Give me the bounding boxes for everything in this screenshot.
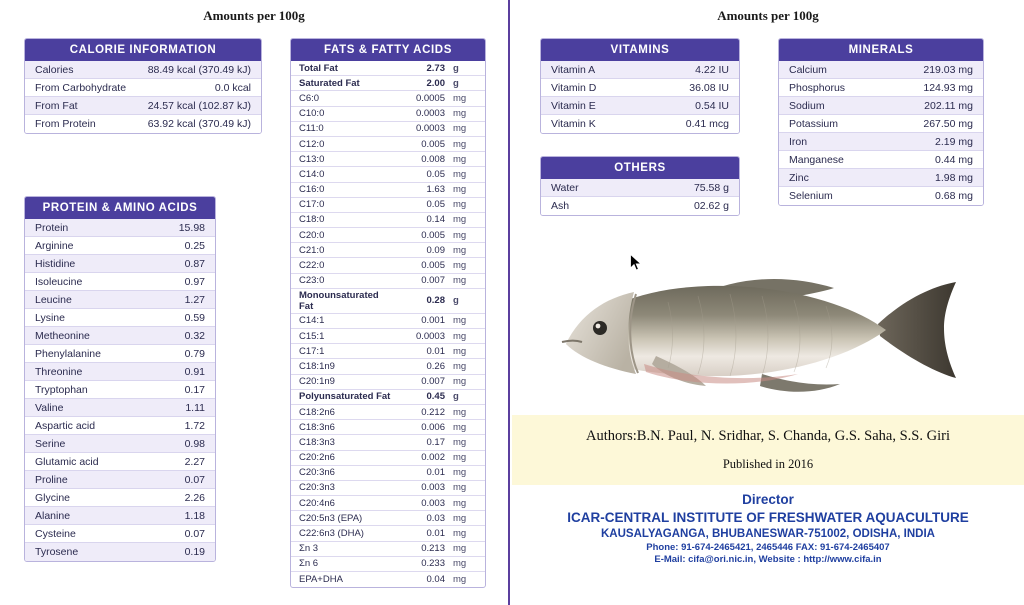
table-row bbox=[25, 97, 261, 115]
footer-phone: Phone: 91-674-2465421, 2465446 FAX: 91-674-2465407 bbox=[646, 542, 890, 553]
row-unit: mg bbox=[453, 543, 467, 555]
table-row bbox=[291, 228, 485, 243]
row-value: 2.26 bbox=[184, 491, 205, 504]
table-row bbox=[291, 405, 485, 420]
footer-email[interactable]: E-Mail: cifa@ori.nic.in, Website : http://www.cifa.in bbox=[654, 554, 882, 565]
vertical-divider bbox=[508, 0, 510, 605]
row-label: Isoleucine bbox=[35, 275, 83, 288]
row-value: 1.18 bbox=[184, 509, 205, 522]
table-row bbox=[291, 375, 485, 390]
row-label: C18:2n6 bbox=[299, 406, 335, 418]
table-row bbox=[541, 115, 739, 133]
row-value: 0.17 bbox=[184, 383, 205, 396]
row-label: Threonine bbox=[35, 365, 83, 378]
row-value: 1.27 bbox=[184, 293, 205, 306]
row-label: C10:0 bbox=[299, 108, 325, 120]
row-unit: mg bbox=[453, 123, 467, 135]
row-value: 1.63 bbox=[426, 184, 445, 196]
authors-band bbox=[512, 415, 1024, 485]
table-row bbox=[541, 61, 739, 79]
table-row bbox=[291, 359, 485, 374]
table-row bbox=[291, 451, 485, 466]
row-value: 0.05 bbox=[426, 168, 445, 180]
row-value: 2.73 bbox=[426, 62, 445, 74]
row-label: From Fat bbox=[35, 99, 78, 112]
row-value: 02.62 g bbox=[693, 200, 729, 212]
row-label: C20:5n3 (EPA) bbox=[299, 512, 363, 524]
protein-amino-acids-card bbox=[24, 196, 216, 562]
row-label: C20:1n9 bbox=[299, 376, 335, 388]
row-label: Manganese bbox=[789, 153, 844, 166]
row-label: C15:1 bbox=[299, 330, 325, 342]
row-value: 2.00 bbox=[426, 77, 445, 89]
footer-block bbox=[512, 492, 1024, 565]
row-unit: mg bbox=[453, 330, 467, 342]
table-row bbox=[779, 97, 983, 115]
row-label: C18:3n6 bbox=[299, 421, 335, 433]
row-value: 36.08 IU bbox=[689, 81, 729, 94]
row-value: 0.213 bbox=[421, 543, 445, 555]
minerals-title: MINERALS bbox=[779, 39, 983, 61]
row-unit: mg bbox=[453, 168, 467, 180]
row-value: 0.79 bbox=[184, 347, 205, 360]
row-value: 0.0003 bbox=[415, 108, 445, 120]
table-row bbox=[291, 420, 485, 435]
row-value: 0.05 bbox=[426, 199, 445, 211]
table-row bbox=[25, 381, 215, 399]
row-value: 0.26 bbox=[426, 360, 445, 372]
table-row bbox=[291, 76, 485, 91]
row-label: C22:0 bbox=[299, 260, 325, 272]
row-value: 0.91 bbox=[184, 365, 205, 378]
row-label: C14:1 bbox=[299, 315, 325, 327]
table-row bbox=[291, 167, 485, 182]
row-value: 0.0 kcal bbox=[214, 81, 251, 94]
row-label: Selenium bbox=[789, 190, 833, 202]
fats-fatty-acids-rows bbox=[291, 61, 485, 587]
row-label: C17:0 bbox=[299, 199, 325, 211]
table-row bbox=[25, 291, 215, 309]
fish-image-svg bbox=[548, 252, 968, 412]
row-unit: mg bbox=[453, 315, 467, 327]
table-row bbox=[779, 79, 983, 97]
table-row bbox=[541, 97, 739, 115]
row-value: 2.27 bbox=[184, 455, 205, 468]
row-label: C20:4n6 bbox=[299, 497, 335, 509]
table-row bbox=[25, 363, 215, 381]
table-row bbox=[291, 390, 485, 405]
row-unit: mg bbox=[453, 467, 467, 479]
row-value: 0.001 bbox=[421, 315, 445, 327]
row-unit: mg bbox=[453, 574, 467, 586]
row-value: 0.006 bbox=[421, 421, 445, 433]
row-value: 4.22 IU bbox=[695, 63, 729, 76]
calorie-information-title: CALORIE INFORMATION bbox=[25, 39, 261, 61]
row-value: 0.28 bbox=[426, 295, 445, 307]
table-row bbox=[541, 79, 739, 97]
table-row bbox=[291, 152, 485, 167]
table-row bbox=[779, 169, 983, 187]
table-row bbox=[291, 61, 485, 76]
row-label: Phosphorus bbox=[789, 81, 846, 94]
row-value: 0.007 bbox=[421, 376, 445, 388]
table-row bbox=[291, 481, 485, 496]
row-value: 1.72 bbox=[184, 419, 205, 432]
row-value: 0.01 bbox=[426, 345, 445, 357]
row-value: 0.54 IU bbox=[695, 99, 729, 112]
row-unit: mg bbox=[453, 376, 467, 388]
row-value: 0.003 bbox=[421, 482, 445, 494]
mouse-cursor-icon bbox=[630, 254, 642, 272]
row-value: 0.41 mcg bbox=[685, 118, 729, 130]
row-value: 1.98 mg bbox=[935, 171, 973, 184]
row-label: Metheonine bbox=[35, 329, 90, 342]
row-unit: mg bbox=[453, 184, 467, 196]
row-value: 0.98 bbox=[184, 437, 205, 450]
row-label: Leucine bbox=[35, 293, 72, 306]
protein-amino-acids-rows bbox=[25, 219, 215, 561]
row-label: C18:1n9 bbox=[299, 360, 335, 372]
row-unit: mg bbox=[453, 153, 467, 165]
row-label: C17:1 bbox=[299, 345, 325, 357]
row-label: C6:0 bbox=[299, 92, 320, 104]
row-unit: mg bbox=[453, 360, 467, 372]
table-row bbox=[25, 273, 215, 291]
row-unit: mg bbox=[453, 92, 467, 104]
row-value: 0.87 bbox=[184, 257, 205, 270]
row-label: C14:0 bbox=[299, 168, 325, 180]
row-value: 0.09 bbox=[426, 244, 445, 256]
row-label: Saturated Fat bbox=[299, 77, 360, 89]
row-label: Vitamin A bbox=[551, 63, 596, 76]
row-unit: g bbox=[453, 77, 459, 89]
row-label: C22:6n3 (DHA) bbox=[299, 528, 364, 540]
table-row bbox=[779, 115, 983, 133]
row-label: Total Fat bbox=[299, 62, 338, 74]
row-label: C12:0 bbox=[299, 138, 325, 150]
table-row bbox=[25, 309, 215, 327]
row-unit: mg bbox=[453, 244, 467, 256]
row-label: Proline bbox=[35, 473, 68, 486]
row-unit: mg bbox=[453, 452, 467, 464]
table-row bbox=[291, 526, 485, 541]
row-label: Calcium bbox=[789, 63, 827, 76]
row-value: 0.005 bbox=[421, 229, 445, 241]
row-value: 0.59 bbox=[184, 311, 205, 324]
table-row bbox=[25, 237, 215, 255]
vitamins-title: VITAMINS bbox=[541, 39, 739, 61]
row-value: 202.11 mg bbox=[924, 99, 973, 112]
row-label: Glutamic acid bbox=[35, 455, 99, 468]
table-row bbox=[291, 511, 485, 526]
row-unit: mg bbox=[453, 345, 467, 357]
row-label: From Carbohydrate bbox=[35, 81, 127, 94]
row-unit: mg bbox=[453, 558, 467, 570]
row-value: 63.92 kcal (370.49 kJ) bbox=[147, 118, 251, 130]
table-row bbox=[25, 453, 215, 471]
table-row bbox=[25, 435, 215, 453]
row-value: 0.14 bbox=[426, 214, 445, 226]
row-value: 0.97 bbox=[184, 275, 205, 288]
row-value: 0.01 bbox=[426, 467, 445, 479]
row-label: Zinc bbox=[789, 171, 809, 184]
table-row bbox=[25, 489, 215, 507]
table-row bbox=[291, 466, 485, 481]
row-label: Sodium bbox=[789, 99, 825, 112]
row-value: 0.44 mg bbox=[935, 153, 973, 166]
row-unit: mg bbox=[453, 260, 467, 272]
fats-fatty-acids-title: FATS & FATTY ACIDS bbox=[291, 39, 485, 61]
row-label: Vitamin D bbox=[551, 81, 597, 94]
row-unit: mg bbox=[453, 497, 467, 509]
row-value: 267.50 mg bbox=[923, 117, 973, 130]
row-value: 0.17 bbox=[426, 436, 445, 448]
table-row bbox=[25, 525, 215, 543]
row-label: C20:2n6 bbox=[299, 452, 335, 464]
table-row bbox=[779, 151, 983, 169]
table-row bbox=[291, 122, 485, 137]
row-value: 0.25 bbox=[184, 239, 205, 252]
row-value: 0.07 bbox=[184, 527, 205, 540]
table-row bbox=[779, 187, 983, 205]
row-value: 0.005 bbox=[421, 260, 445, 272]
table-row bbox=[25, 79, 261, 97]
others-title: OTHERS bbox=[541, 157, 739, 179]
row-label: C18:0 bbox=[299, 214, 325, 226]
vitamins-card bbox=[540, 38, 740, 134]
row-value: 75.58 g bbox=[693, 181, 729, 194]
row-value: 0.007 bbox=[421, 275, 445, 287]
minerals-rows bbox=[779, 61, 983, 205]
row-value: 0.68 mg bbox=[935, 190, 973, 202]
row-label: Ash bbox=[551, 200, 570, 212]
table-row bbox=[25, 417, 215, 435]
row-label: Σn 6 bbox=[299, 558, 319, 570]
row-unit: mg bbox=[453, 406, 467, 418]
row-value: 15.98 bbox=[178, 221, 205, 234]
table-row bbox=[541, 179, 739, 197]
fish-illustration bbox=[548, 252, 968, 412]
row-value: 0.003 bbox=[421, 497, 445, 509]
row-label: From Protein bbox=[35, 118, 96, 130]
table-row bbox=[779, 133, 983, 151]
others-card bbox=[540, 156, 740, 216]
row-unit: mg bbox=[453, 528, 467, 540]
table-row bbox=[291, 213, 485, 228]
row-value: 0.45 bbox=[426, 391, 445, 403]
row-label: Cysteine bbox=[35, 527, 76, 540]
row-unit: mg bbox=[453, 199, 467, 211]
calorie-information-rows bbox=[25, 61, 261, 133]
row-label: Serine bbox=[35, 437, 66, 450]
row-value: 0.19 bbox=[184, 546, 205, 558]
table-row bbox=[25, 255, 215, 273]
published-line: Published in 2016 bbox=[722, 457, 814, 471]
row-unit: g bbox=[453, 62, 459, 74]
table-row bbox=[291, 289, 485, 314]
row-label: Tryptophan bbox=[35, 383, 88, 396]
row-value: 0.32 bbox=[184, 329, 205, 342]
row-label: Monounsaturated Fat bbox=[299, 289, 379, 312]
authors-line: Authors:B.N. Paul, N. Sridhar, S. Chanda, G.S. Saha, S.S. Giri bbox=[586, 428, 950, 444]
row-label: C16:0 bbox=[299, 184, 325, 196]
row-label: Polyunsaturated Fat bbox=[299, 391, 391, 403]
table-row bbox=[25, 115, 261, 133]
protein-amino-acids-title: PROTEIN & AMINO ACIDS bbox=[25, 197, 215, 219]
row-label: Water bbox=[551, 181, 579, 194]
table-row bbox=[291, 557, 485, 572]
row-value: 0.04 bbox=[426, 574, 445, 586]
row-label: C20:3n6 bbox=[299, 467, 335, 479]
row-unit: mg bbox=[453, 229, 467, 241]
row-label: Glycine bbox=[35, 491, 71, 504]
right-panel-header: Amounts per 100g bbox=[717, 8, 819, 23]
fats-fatty-acids-card bbox=[290, 38, 486, 588]
table-row bbox=[25, 327, 215, 345]
table-row bbox=[291, 542, 485, 557]
row-label: Phenylalanine bbox=[35, 347, 101, 360]
table-row bbox=[25, 507, 215, 525]
row-value: 0.07 bbox=[184, 473, 205, 486]
row-label: Valine bbox=[35, 401, 64, 414]
table-row bbox=[25, 219, 215, 237]
table-row bbox=[291, 496, 485, 511]
minerals-card bbox=[778, 38, 984, 206]
row-unit: mg bbox=[453, 275, 467, 287]
row-value: 0.0005 bbox=[415, 92, 445, 104]
row-value: 0.01 bbox=[426, 528, 445, 540]
calorie-information-card bbox=[24, 38, 262, 134]
row-label: Alanine bbox=[35, 509, 71, 522]
row-label: Aspartic acid bbox=[35, 419, 96, 432]
row-label: C23:0 bbox=[299, 275, 325, 287]
row-label: Histidine bbox=[35, 257, 76, 270]
left-panel-header: Amounts per 100g bbox=[203, 8, 305, 23]
table-row bbox=[291, 314, 485, 329]
table-row bbox=[291, 243, 485, 258]
table-row bbox=[291, 183, 485, 198]
table-row bbox=[291, 91, 485, 106]
row-label: Lysine bbox=[35, 311, 65, 324]
row-unit: mg bbox=[453, 421, 467, 433]
row-label: Calories bbox=[35, 63, 74, 76]
table-row bbox=[25, 399, 215, 417]
row-label: Protein bbox=[35, 221, 69, 234]
table-row bbox=[291, 329, 485, 344]
row-label: C20:0 bbox=[299, 229, 325, 241]
row-label: C18:3n3 bbox=[299, 436, 335, 448]
row-value: 0.212 bbox=[421, 406, 445, 418]
row-value: 1.11 bbox=[185, 401, 205, 414]
row-label: EPA+DHA bbox=[299, 574, 343, 586]
row-label: Vitamin K bbox=[551, 118, 596, 130]
row-value: 2.19 mg bbox=[935, 135, 973, 148]
row-value: 0.002 bbox=[421, 452, 445, 464]
row-value: 219.03 mg bbox=[923, 63, 973, 76]
row-label: C20:3n3 bbox=[299, 482, 335, 494]
row-label: Potassium bbox=[789, 117, 839, 130]
table-row bbox=[291, 258, 485, 273]
row-unit: mg bbox=[453, 512, 467, 524]
footer-director: Director bbox=[742, 492, 794, 507]
row-value: 0.0003 bbox=[415, 330, 445, 342]
row-unit: mg bbox=[453, 138, 467, 150]
row-value: 0.008 bbox=[421, 153, 445, 165]
table-row bbox=[291, 435, 485, 450]
table-row bbox=[25, 61, 261, 79]
row-value: 24.57 kcal (102.87 kJ) bbox=[147, 99, 251, 112]
footer-address: KAUSALYAGANGA, BHUBANESWAR-751002, ODISHA, INDIA bbox=[601, 528, 935, 540]
row-unit: g bbox=[453, 391, 459, 403]
others-rows bbox=[541, 179, 739, 215]
row-label: C11:0 bbox=[299, 123, 324, 135]
row-unit: mg bbox=[453, 436, 467, 448]
table-row bbox=[25, 471, 215, 489]
footer-institute: ICAR-CENTRAL INSTITUTE OF FRESHWATER AQUACULTURE bbox=[567, 510, 969, 525]
table-row bbox=[541, 197, 739, 215]
table-row bbox=[291, 344, 485, 359]
row-unit: mg bbox=[453, 482, 467, 494]
row-value: 0.03 bbox=[426, 512, 445, 524]
row-unit: mg bbox=[453, 108, 467, 120]
row-unit: mg bbox=[453, 214, 467, 226]
row-label: C13:0 bbox=[299, 153, 325, 165]
row-value: 0.0003 bbox=[415, 123, 445, 135]
row-label: Vitamin E bbox=[551, 99, 596, 112]
row-label: Tyrosene bbox=[35, 546, 79, 558]
table-row bbox=[25, 543, 215, 561]
table-row bbox=[291, 274, 485, 289]
table-row bbox=[25, 345, 215, 363]
table-row bbox=[291, 198, 485, 213]
row-label: Iron bbox=[789, 135, 808, 148]
row-label: Arginine bbox=[35, 239, 74, 252]
row-value: 0.233 bbox=[421, 558, 445, 570]
table-row bbox=[779, 61, 983, 79]
row-value: 88.49 kcal (370.49 kJ) bbox=[147, 63, 251, 76]
row-label: C21:0 bbox=[299, 244, 325, 256]
table-row bbox=[291, 572, 485, 587]
row-unit: g bbox=[453, 295, 459, 307]
vitamins-rows bbox=[541, 61, 739, 133]
row-value: 0.005 bbox=[421, 138, 445, 150]
table-row bbox=[291, 107, 485, 122]
table-row bbox=[291, 137, 485, 152]
row-label: Σn 3 bbox=[299, 543, 319, 555]
row-value: 124.93 mg bbox=[923, 81, 973, 94]
